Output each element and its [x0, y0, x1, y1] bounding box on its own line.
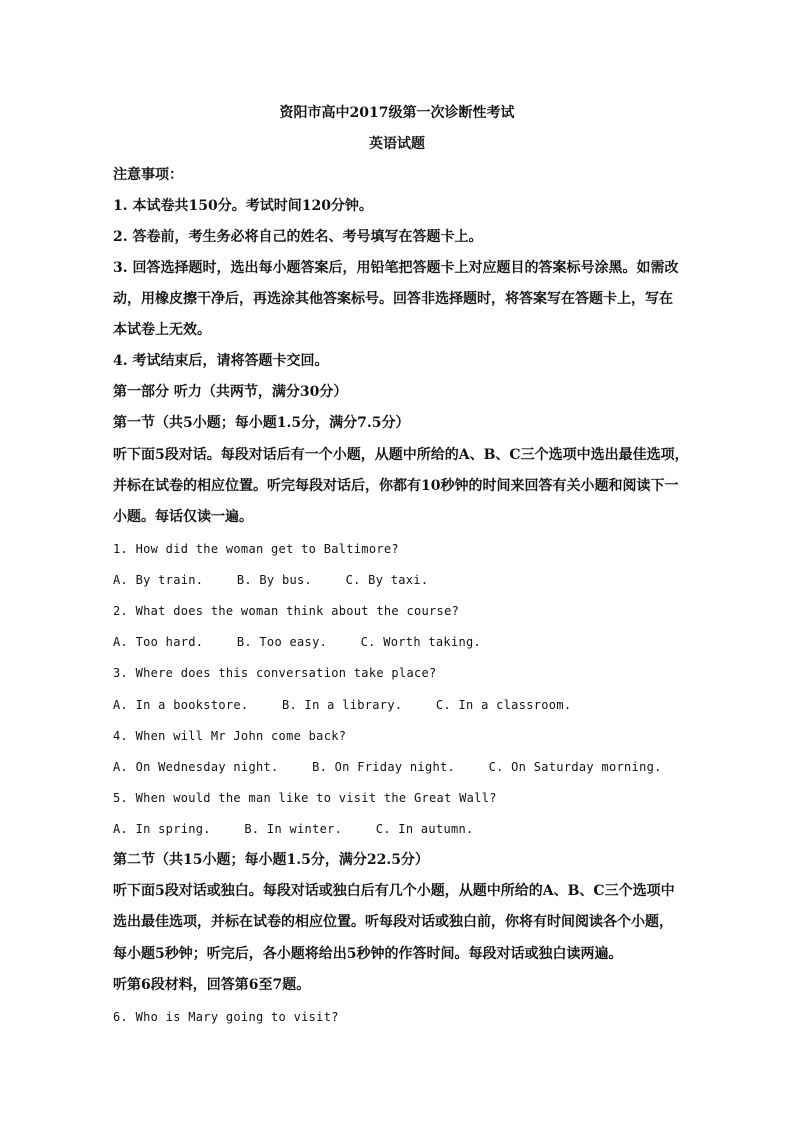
- question-2-options: [113, 632, 481, 652]
- question-2: 2. What does the woman think about the course?: [113, 604, 460, 618]
- question-1-options: [113, 570, 428, 590]
- section1-instruction-line-1: 听下面5段对话。每段对话后有一个小题，从题中所给的A、B、C三个选项中选出最佳选项，: [113, 447, 689, 463]
- notes-heading: 注意事项：: [113, 167, 183, 183]
- option-b: B. In a library.: [281, 698, 403, 712]
- option-b: B. In winter.: [244, 822, 343, 836]
- part1-heading: 第一部分 听力（共两节，满分30分）: [113, 384, 348, 400]
- material-6-heading: 听第6段材料，回答第6至7题。: [113, 977, 311, 993]
- option-a: A. In spring.: [113, 822, 211, 836]
- option-b: B. On Friday night.: [312, 760, 456, 774]
- question-4-options: [113, 757, 662, 777]
- note-item-3-line-3: 本试卷上无效。: [113, 322, 211, 338]
- option-c: C. On Saturday morning.: [488, 760, 662, 774]
- option-b: B. Too easy.: [236, 635, 328, 649]
- option-c: C. Worth taking.: [360, 635, 482, 649]
- note-item-1: 1. 本试卷共150分。考试时间120分钟。: [113, 198, 373, 214]
- section2-heading: 第二节（共15小题；每小题1.5分，满分22.5分）: [113, 852, 429, 868]
- note-item-2: 2. 答卷前，考生务必将自己的姓名、考号填写在答题卡上。: [113, 229, 483, 245]
- question-1: 1. How did the woman get to Baltimore?: [113, 542, 399, 556]
- section2-instruction-line-1: 听下面5段对话或独白。每段对话或独白后有几个小题，从题中所给的A、B、C三个选项中: [113, 883, 675, 899]
- question-4: 4. When will Mr John come back?: [113, 729, 347, 743]
- option-c: C. By taxi.: [345, 573, 429, 587]
- question-3-options: [113, 695, 571, 715]
- question-5: 5. When would the man like to visit the Great Wall?: [113, 791, 497, 805]
- option-a: A. By train.: [113, 573, 204, 587]
- section1-instruction-line-3: 小题。每话仅读一遍。: [113, 509, 253, 525]
- section1-heading: 第一节（共5小题；每小题1.5分，满分7.5分）: [113, 415, 410, 431]
- section1-instruction-line-2: 并标在试卷的相应位置。听完每段对话后，你都有10秒钟的时间来回答有关小题和阅读下一: [113, 478, 679, 494]
- option-c: C. In autumn.: [375, 822, 474, 836]
- section2-instruction-line-3: 每小题5秒钟；听完后，各小题将给出5秒钟的作答时间。每段对话或独白读两遍。: [113, 946, 623, 962]
- option-a: A. On Wednesday night.: [113, 760, 279, 774]
- option-b: B. By bus.: [236, 573, 313, 587]
- note-item-4: 4. 考试结束后，请将答题卡交回。: [113, 353, 329, 369]
- exam-subtitle: 英语试题: [369, 136, 425, 152]
- exam-title: 资阳市高中2017级第一次诊断性考试: [279, 105, 515, 121]
- option-a: A. Too hard.: [113, 635, 204, 649]
- option-c: C. In a classroom.: [435, 698, 572, 712]
- section2-instruction-line-2: 选出最佳选项，并标在试卷的相应位置。听每段对话或独白前，你将有时间阅读各个小题，: [113, 914, 673, 930]
- question-6: 6. Who is Mary going to visit?: [113, 1010, 339, 1024]
- option-a: A. In a bookstore.: [113, 698, 249, 712]
- question-3: 3. Where does this conversation take place?: [113, 666, 437, 680]
- note-item-3-line-1: 3. 回答选择题时，选出每小题答案后，用铅笔把答题卡上对应题目的答案标号涂黑。如需改: [113, 260, 679, 276]
- note-item-3-line-2: 动，用橡皮擦干净后，再选涂其他答案标号。回答非选择题时，将答案写在答题卡上，写在: [113, 291, 673, 307]
- question-5-options: [113, 819, 474, 839]
